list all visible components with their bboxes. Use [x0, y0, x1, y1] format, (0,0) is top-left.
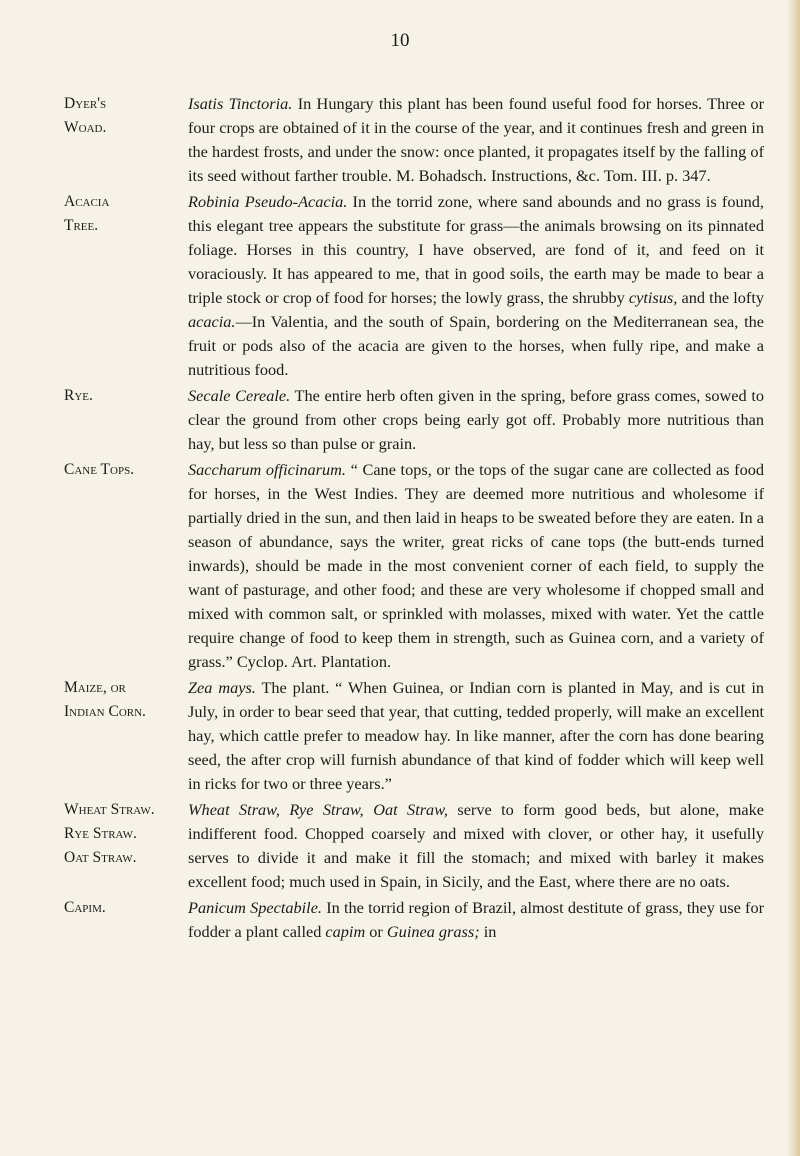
- italic-term: Isatis Tinctoria.: [188, 94, 293, 113]
- italic-term: Panicum Spectabile.: [188, 898, 322, 917]
- text-run: In the torrid zone, where sand abounds and no grass is found, this elegant tree appears the substitute for grass—the animals browsing on its pinnated foliage. Horses in this country, I have observed, are fond of it, and feed on it voraciously. It has appeared to me, that in good soils, the earth may be made to bear a triple stock or crop of food for horses; the lowly grass, the shrubby: [188, 192, 764, 307]
- sidenote-line: Cane Tops.: [64, 461, 135, 478]
- sidenote-line: Wheat Straw.: [64, 801, 155, 818]
- italic-term: cytisus,: [628, 288, 678, 307]
- text-run: In the torrid region of Brazil, almost destitute of grass, they use for fodder a plant called: [188, 898, 765, 941]
- italic-term: acacia.: [188, 312, 236, 331]
- entry-text: [188, 92, 764, 188]
- entry: [64, 92, 764, 188]
- sidenote-line: Rye.: [64, 387, 93, 404]
- sidenote: [64, 92, 188, 140]
- entry-text: [188, 190, 764, 382]
- italic-term: Guinea grass;: [386, 922, 480, 941]
- sidenote-line: Acacia: [64, 193, 110, 210]
- sidenote-line: Capim.: [64, 899, 106, 916]
- text-run: serve to form good beds, but alone, make indifferent food. Chopped coarsely and mixed with clover, or other hay, it usefully serves to divide it and make it fill the stomach; and mixed with barley it makes excellent food; much used in Spain, in Sicily, and the East, where there are no oats.: [188, 800, 764, 891]
- sidenote-line: Maize, or: [64, 679, 126, 696]
- text-run: “ Cane tops, or the tops of the sugar cane are collected as food for horses, in the West Indies. They are deemed more nutritious and wholesome if partially dried in the sun, and then laid in heaps to be sweated before they are eaten. In a season of abundance, says the writer, great ricks of cane tops (the butt-ends turned inwards), should be made in the most convenient corner of each field, to supply the want of pasturage, and other food; and these are very wholesome if chopped small and mixed with common salt, or sprinkled with molasses, mixed with water. Yet the cattle require change of food to keep them in strength, such as Guinea corn, and a variety of grass.” Cyclop. Art. Plantation.: [188, 460, 765, 671]
- sidenote: [64, 676, 188, 724]
- page-number: 10: [390, 30, 410, 51]
- entry: [64, 190, 764, 382]
- sidenote-line: Woad.: [64, 119, 107, 136]
- text-run: in: [479, 922, 497, 941]
- italic-term: Robinia Pseudo-Acacia.: [188, 192, 348, 211]
- entry: [64, 798, 764, 894]
- italic-term: capim: [325, 922, 366, 941]
- entry-text: [188, 676, 764, 796]
- text-run: The entire herb often given in the spring, before grass comes, sowed to clear the ground from other crops being early got off. Probably more nutritious than hay, but less so than pulse or grain.: [188, 386, 764, 453]
- entry-text: [188, 896, 764, 944]
- sidenote-line: Indian Corn.: [64, 703, 146, 720]
- text-run: and the lofty: [677, 288, 764, 307]
- italic-term: Secale Cereale.: [188, 386, 291, 405]
- page-edge-shadow: [786, 0, 800, 1156]
- italic-term: Wheat Straw, Rye Straw, Oat Straw,: [188, 800, 448, 819]
- entry-text: [188, 384, 764, 456]
- sidenote-line: Tree.: [64, 217, 99, 234]
- sidenote-line: Rye Straw.: [64, 825, 137, 842]
- text-run: In Hungary this plant has been found useful food for horses. Three or four crops are obtained of it in the course of the year, and it continues fresh and green in the hardest frosts, and under the snow: once planted, it propagates itself by the falling of its seed without farther trouble. M. Bohadsch. Instructions, &c. Tom. III. p. 347.: [188, 94, 764, 185]
- italic-term: Saccharum officinarum.: [188, 460, 346, 479]
- sidenote-line: Oat Straw.: [64, 849, 137, 866]
- italic-term: Zea mays.: [188, 678, 256, 697]
- sidenote: [64, 384, 188, 408]
- entry-text: [188, 458, 764, 674]
- entry-list: [64, 92, 764, 946]
- text-run: or: [365, 922, 387, 941]
- entry: [64, 676, 764, 796]
- sidenote: [64, 190, 188, 238]
- text-run: The plant. “ When Guinea, or Indian corn is planted in May, and is cut in July, in order to bear seed that year, that cutting, tedded properly, will make an excellent hay, which cattle prefer to meadow hay. In like manner, after the corn has done bearing seed, the after crop will furnish abundance of that kind of fodder which will keep well in ricks for two or three years.”: [188, 678, 765, 793]
- sidenote: [64, 896, 188, 920]
- sidenote: [64, 798, 188, 870]
- entry: [64, 896, 764, 944]
- sidenote-line: Dyer's: [64, 95, 107, 112]
- entry: [64, 384, 764, 456]
- sidenote: [64, 458, 188, 482]
- entry-text: [188, 798, 764, 894]
- entry: [64, 458, 764, 674]
- text-run: —In Valentia, and the south of Spain, bordering on the Mediterranean sea, the fruit or pods also of the acacia are given to the horses, when fully ripe, and make a nutritious food.: [188, 312, 764, 379]
